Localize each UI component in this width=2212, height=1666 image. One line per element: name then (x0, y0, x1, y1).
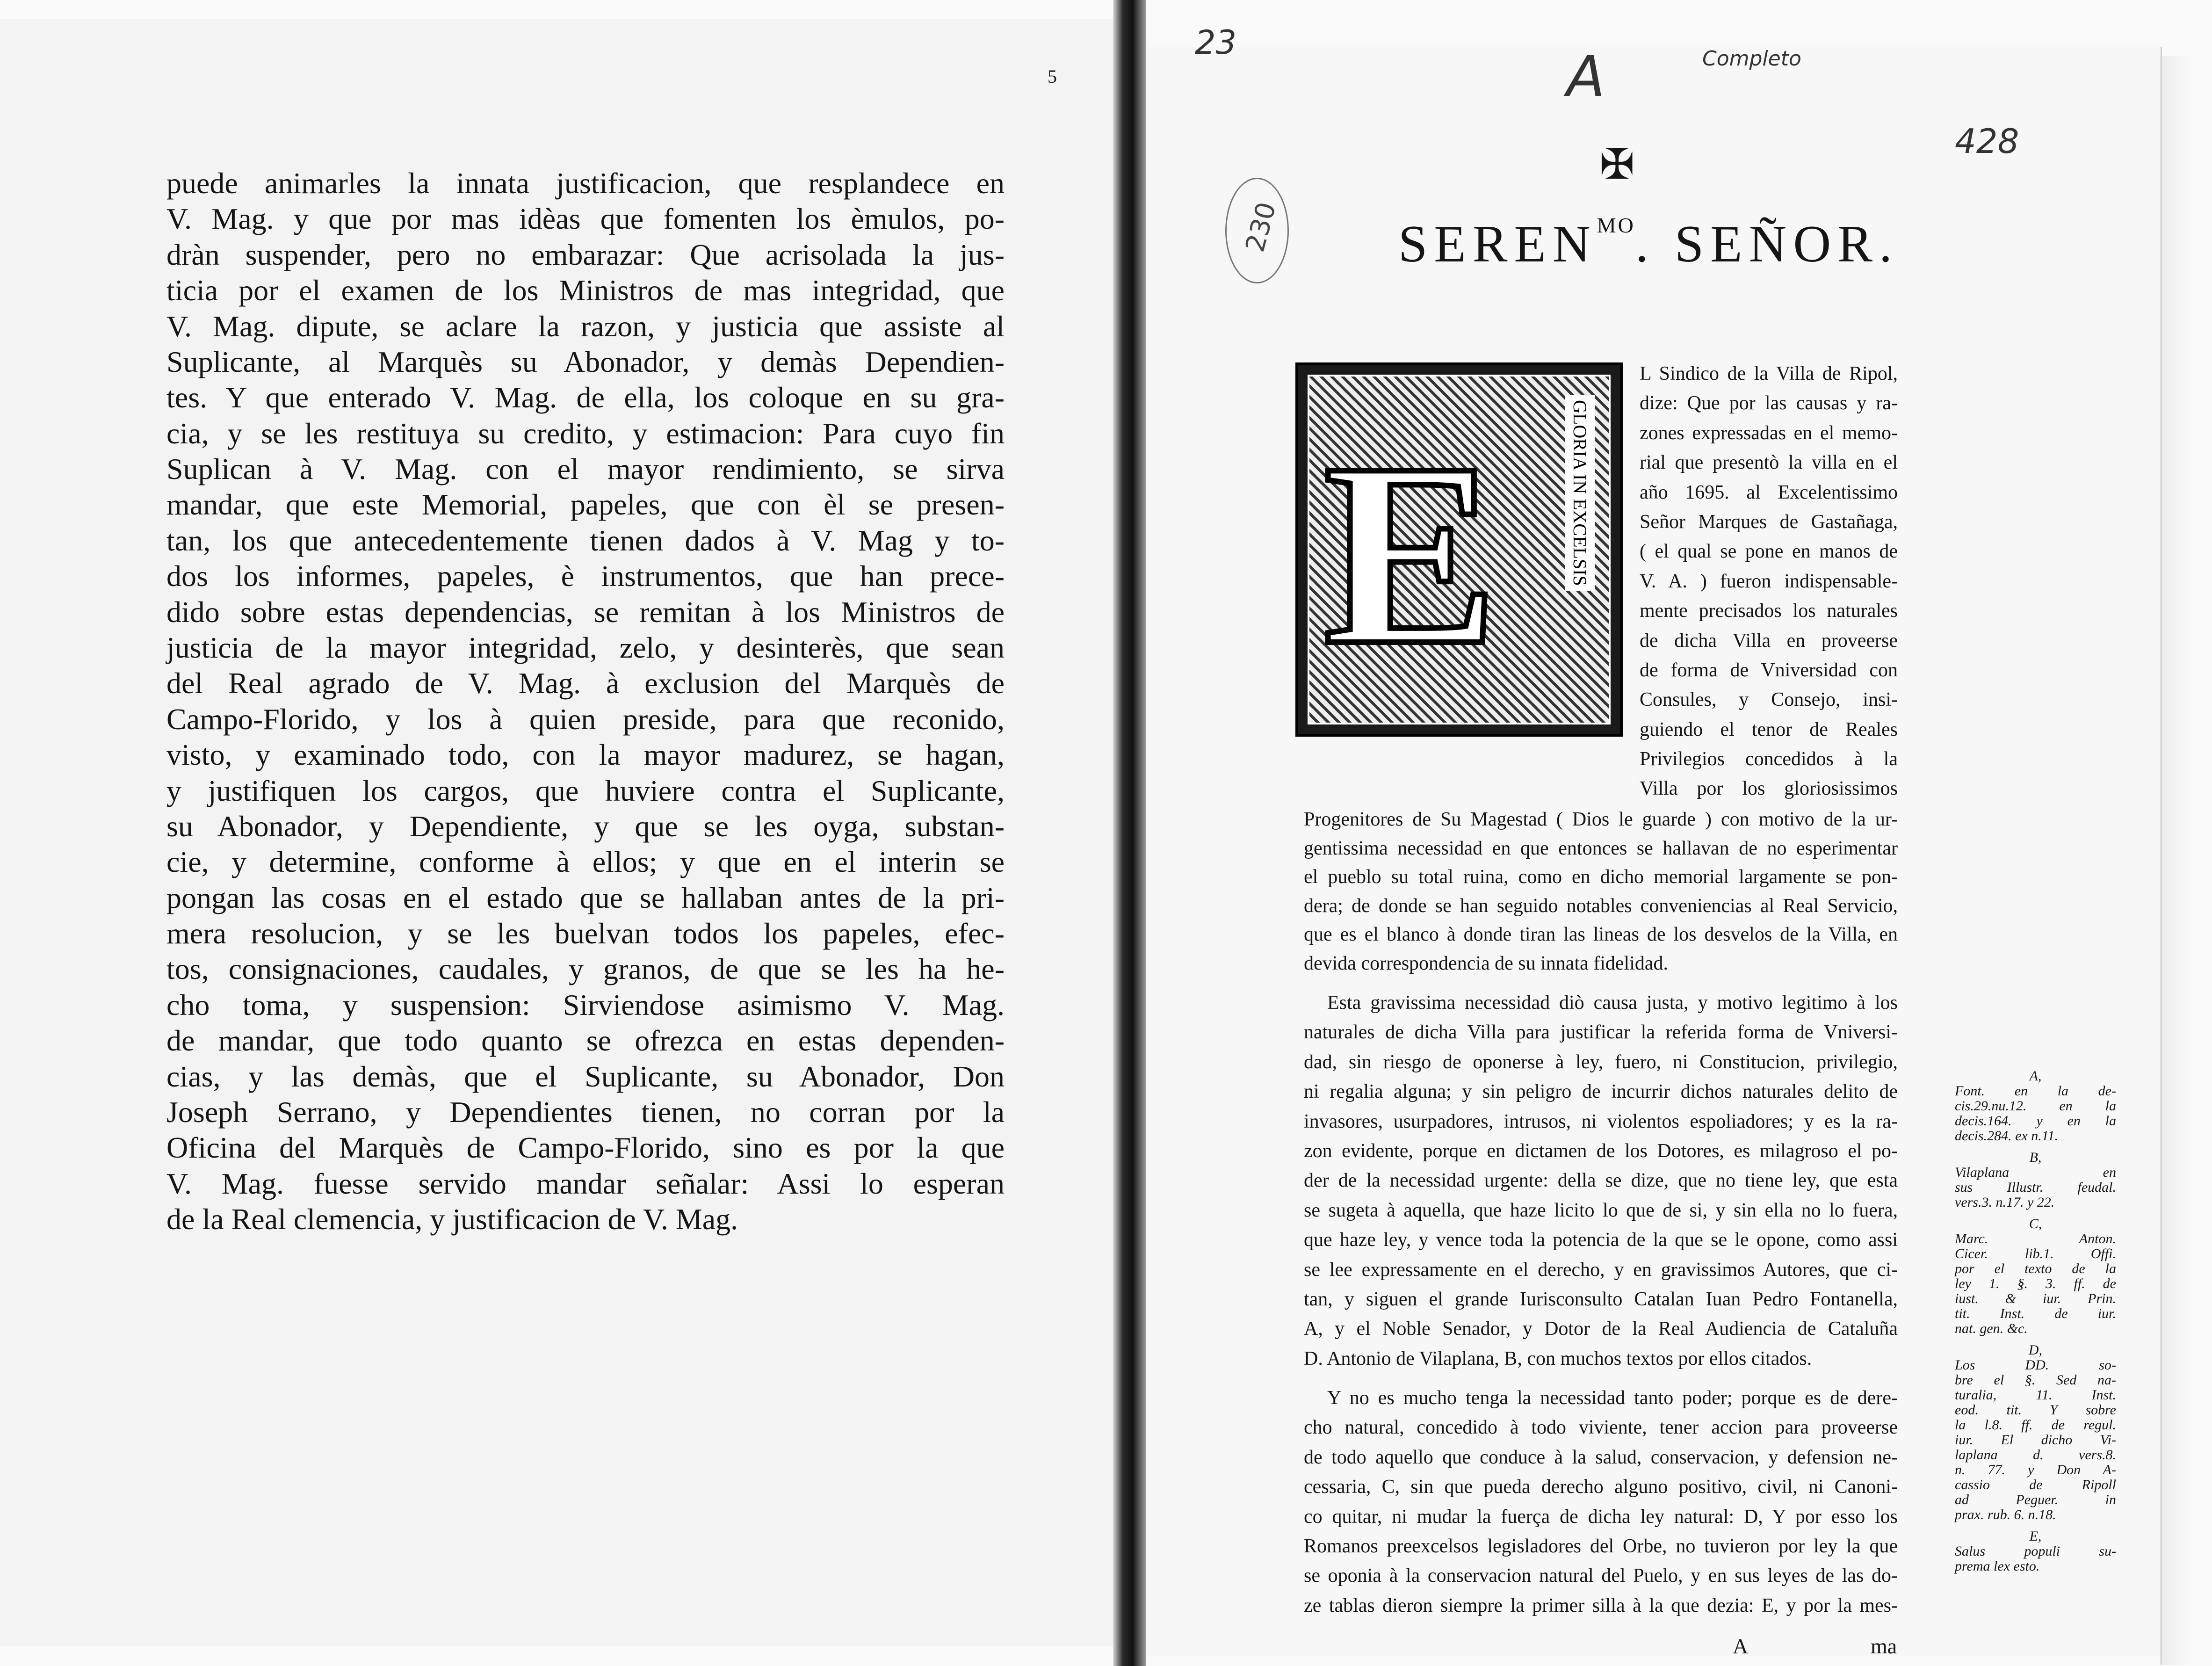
book-spine (1113, 0, 1146, 1666)
note-line: Font. en la de- (1955, 1083, 2116, 1099)
signature-mark: A (1733, 1634, 1749, 1658)
text-line: cessaria, C, sin que pueda derecho alguno positivo, civil, ni Canoni- (1304, 1476, 1898, 1498)
text-line: D. Antonio de Vilaplana, B, con muchos textos por ellos citados. (1304, 1347, 1812, 1369)
text-line: Suplican à V. Mag. con el mayor rendimiento, se sirva (166, 452, 1005, 485)
note-line: tit. Inst. de iur. (1955, 1306, 2116, 1321)
handwritten-letter: A (1567, 44, 1605, 109)
margin-note (1955, 1343, 2116, 1522)
text-line: V. Mag. dipute, se aclare la razon, y justicia que assiste al (166, 309, 1005, 343)
text-line: Campo-Florido, y los à quien preside, para que reconido, (166, 702, 1005, 736)
text-line: cie, y determine, conforme à ellos; y que en el interin se (166, 845, 1005, 879)
text-line: co quitar, ni mudar la fuerça de dicha ley natural: D, Y por esso los (1304, 1506, 1898, 1528)
text-line: se sugeta à aquella, que haze licito lo que de si, y sin ella no lo fuera, (1304, 1199, 1898, 1221)
note-line: iust. & iur. Prin. (1955, 1291, 2116, 1306)
text-line: cho toma, y suspension: Sirviendose asimismo V. Mag. (166, 988, 1005, 1021)
text-line: L Sindico de la Villa de Ripol, (1640, 363, 1898, 384)
note-line: eod. tit. Y sobre (1955, 1402, 2116, 1418)
note-line: Los DD. so- (1955, 1357, 2116, 1373)
note-line: Vilaplana en (1955, 1165, 2116, 1180)
left-paragraph-1 (166, 166, 1005, 451)
note-label: E, (2029, 1528, 2042, 1544)
note-line: ad Peguer. in (1955, 1492, 2116, 1507)
margin-note (1955, 1069, 2116, 1144)
note-label: C, (2029, 1216, 2042, 1231)
margin-note (1955, 1217, 2116, 1336)
note-line: n. 77. y Don A- (1955, 1462, 2116, 1478)
note-line: laplana d. vers.8. (1955, 1447, 2116, 1463)
text-line: gentissima necessidad en que entonces se hallavan de no esperimentar (1304, 837, 1898, 859)
note-line: sus Illustr. feudal. (1955, 1180, 2116, 1195)
text-line: ( el qual se pone en manos de (1640, 541, 1898, 563)
text-line: justicia de la mayor integridad, zelo, y desinterès, que sean (166, 630, 1005, 664)
cross-icon: ✠ (1599, 142, 1635, 188)
initial-letter: E (1323, 409, 1498, 699)
text-line: que haze ley, y vence toda la potencia de la que se le opone, como assi (1304, 1229, 1898, 1251)
text-line: dràn suspender, pero no embarazar: Que acrisolada la jus- (166, 238, 1005, 271)
note-line: vers.3. n.17. y 22. (1955, 1195, 2055, 1210)
note-line: Marc. Anton. (1955, 1231, 2116, 1246)
text-line: Suplicante, al Marquès su Abonador, y demàs Dependien- (166, 345, 1005, 378)
text-line: mandar, que este Memorial, papeles, que con èl se presen- (166, 488, 1005, 522)
text-line: invasores, usurpadores, intrusos, ni violentos espoliadores; y es la ra- (1304, 1110, 1898, 1132)
note-label: D, (2028, 1342, 2043, 1358)
margin-note (1955, 1529, 2116, 1574)
text-line: Villa por los gloriosissimos (1640, 778, 1898, 800)
page-edges (2161, 56, 2190, 1665)
note-line: bre el §. Sed na- (1955, 1372, 2116, 1388)
left-paragraph-2 (166, 451, 1005, 1238)
text-line: su Abonador, y Dependiente, y que se les oyga, substan- (166, 809, 1005, 843)
text-line: dos los informes, papeles, è instrumentos, que han prece- (166, 559, 1005, 593)
text-line: dad, sin riesgo de oponerse à ley, fuero, ni Constitucion, privilegio, (1304, 1051, 1898, 1073)
text-line: cias, y las demàs, que el Suplicante, su Abonador, Don (166, 1059, 1005, 1093)
text-line: mera resolucion, y se les buelvan todos los papeles, efec- (166, 917, 1005, 950)
text-line: se lee expressamente en el derecho, y en gravissimos Autores, que ci- (1304, 1259, 1898, 1281)
handwritten-folio: 23 (1195, 23, 1237, 62)
text-line: dera; de donde se han seguido notables conveniencias al Real Servicio, (1304, 895, 1898, 917)
text-line: y justifiquen los cargos, que huviere contra el Suplicante, (166, 774, 1005, 807)
text-line: devida correspondencia de su innata fidelidad. (1304, 952, 1669, 974)
text-line: del Real agrado de V. Mag. à exclusion del Marquès de (166, 666, 1005, 700)
text-line: puede animarles la innata justificacion, que resplandece en (166, 167, 1005, 200)
text-beside-initial (1640, 359, 1898, 804)
text-line: Esta gravissima necessidad diò causa justa, y motivo legitimo à los (1327, 992, 1898, 1014)
initial-motto: GLORIA IN EXCELSIS (1565, 395, 1595, 591)
text-line: se oponia à la conservacion natural del Puelo, y en sus leyes de las do- (1304, 1565, 1898, 1587)
page-title: $SEREN^{MO}$. SEÑOR. (1398, 213, 1899, 273)
text-line: mente precisados los naturales (1640, 600, 1898, 622)
text-line: Joseph Serrano, y Dependientes tienen, no corran por la (166, 1095, 1005, 1129)
catchword: ma (1871, 1634, 1897, 1658)
note-label: B, (2029, 1150, 2042, 1165)
text-line: Consules, y Consejo, insi- (1640, 689, 1898, 711)
text-line: año 1695. al Excelentissimo (1640, 481, 1898, 503)
text-line: guiendo el tenor de Reales (1640, 718, 1898, 740)
note-line: prax. rub. 6. n.18. (1955, 1507, 2056, 1522)
text-line: de mandar, que todo quanto se ofrezca en estas dependen- (166, 1024, 1005, 1058)
decorated-initial (1295, 362, 1623, 737)
text-line: tan, y siguen el grande Iurisconsulto Catalan Iuan Pedro Fontanella, (1304, 1288, 1898, 1310)
text-line: A, y el Noble Senador, y Dotor de la Real Audiencia de Cataluña (1304, 1318, 1898, 1340)
note-line: ley 1. §. 3. ff. de (1955, 1276, 2116, 1291)
right-paragraph-3 (1304, 1384, 1898, 1621)
text-line: Privilegios concedidos à la (1640, 748, 1898, 770)
text-line: ticia por el examen de los Ministros de mas integridad, que (166, 274, 1005, 307)
text-line: V. A. ) fueron indispensable- (1640, 570, 1898, 592)
text-line: de la Real clemencia, y justificacion de V. Mag. (166, 1202, 738, 1236)
text-line: naturales de dicha Villa para justificar la referida forma de Vniversi- (1304, 1021, 1898, 1043)
note-line: cis.29.nu.12. en la (1955, 1098, 2116, 1114)
note-line: iur. El dicho Vi- (1955, 1432, 2116, 1448)
text-line: der de la necessidad urgente: della se dize, que no tiene ley, que esta (1304, 1170, 1898, 1192)
note-line: decis.284. ex n.11. (1955, 1128, 2059, 1144)
text-line: de dicha Villa en proveerse (1640, 630, 1898, 652)
page-mark: 5 (1048, 66, 1057, 87)
text-line: dido sobre estas dependencias, se remitan à los Ministros de (166, 595, 1005, 629)
margin-notes (1955, 1069, 2116, 1580)
text-line: V. Mag. y que por mas idèas que fomenten los èmulos, po- (166, 202, 1005, 236)
text-line: ze tablas dieron siempre la primer silla à la que dezia: E, y por la mes- (1304, 1594, 1898, 1616)
text-line: V. Mag. fuesse servido mandar señalar: Assi lo esperan (166, 1166, 1005, 1200)
note-line: por el texto de la (1955, 1261, 2116, 1276)
text-line: rial que presentò la villa en el (1640, 452, 1898, 474)
right-paragraph-2 (1304, 988, 1898, 1374)
text-line: zones expressadas en el memo- (1640, 422, 1898, 444)
text-line: Romanos preexcelsos legisladores del Orbe, no tuvieron por ley la que (1304, 1535, 1898, 1557)
note-line: cassio de Ripoll (1955, 1477, 2116, 1492)
text-line: ni regalia alguna; y sin peligro de incurrir dichos naturales delito de (1304, 1081, 1898, 1103)
text-line: visto, y examinado todo, con la mayor madurez, se hagan, (166, 738, 1005, 772)
note-line: Cicer. lib.1. Offi. (1955, 1246, 2116, 1261)
text-line: Progenitores de Su Magestad ( Dios le guarde ) con motivo de la ur- (1304, 809, 1898, 830)
text-line: que es el blanco à donde tiran las lineas de los desvelos de la Villa, en (1304, 924, 1898, 945)
right-paragraph-1 (1304, 805, 1898, 978)
handwritten-note: Completo (1702, 47, 1801, 71)
text-line: Y no es mucho tenga la necessidad tanto poder; porque es de dere- (1327, 1387, 1898, 1409)
note-label: A, (2029, 1068, 2042, 1084)
text-line: cho natural, concedido à todo viviente, tener accion para proveerse (1304, 1417, 1898, 1439)
text-line: cia, y se les restituya su credito, y estimacion: Para cuyo fin (166, 416, 1005, 450)
note-line: nat. gen. &c. (1955, 1321, 2028, 1336)
text-line: pongan las cosas en el estado que se hallaban antes de la pri- (166, 881, 1005, 914)
text-line: de todo aquello que conduce à la salud, conservacion, y defension ne- (1304, 1446, 1898, 1468)
note-line: turalia, 11. Inst. (1955, 1387, 2116, 1403)
note-line: decis.164. y en la (1955, 1113, 2116, 1129)
text-line: tos, consignaciones, caudales, y granos, de que se les ha he- (166, 952, 1005, 986)
circled-stamp: 230 (1225, 178, 1289, 283)
text-line: zon evidente, porque en dictamen de los Dotores, es milagroso el po- (1304, 1140, 1898, 1162)
text-line: el pueblo su total ruina, como en dicho memorial largamente se pon- (1304, 866, 1898, 888)
text-line: tan, los que antecedentemente tienen dados à V. Mag y to- (166, 523, 1005, 557)
note-line: prema lex esto. (1955, 1558, 2040, 1574)
text-line: tes. Y que enterado V. Mag. de ella, los coloque en su gra- (166, 381, 1005, 414)
note-line: Salus populi su- (1955, 1543, 2116, 1559)
text-line: de forma de Vniversidad con (1640, 659, 1898, 681)
text-line: Señor Marques de Gastañaga, (1640, 511, 1898, 533)
text-line: Oficina del Marquès de Campo-Florido, sino es por la que (166, 1131, 1005, 1165)
margin-note (1955, 1150, 2116, 1210)
handwritten-number: 428 (1955, 122, 2019, 161)
text-line: dize: Que por las causas y ra- (1640, 392, 1898, 414)
note-line: la l.8. ff. de regul. (1955, 1417, 2116, 1433)
